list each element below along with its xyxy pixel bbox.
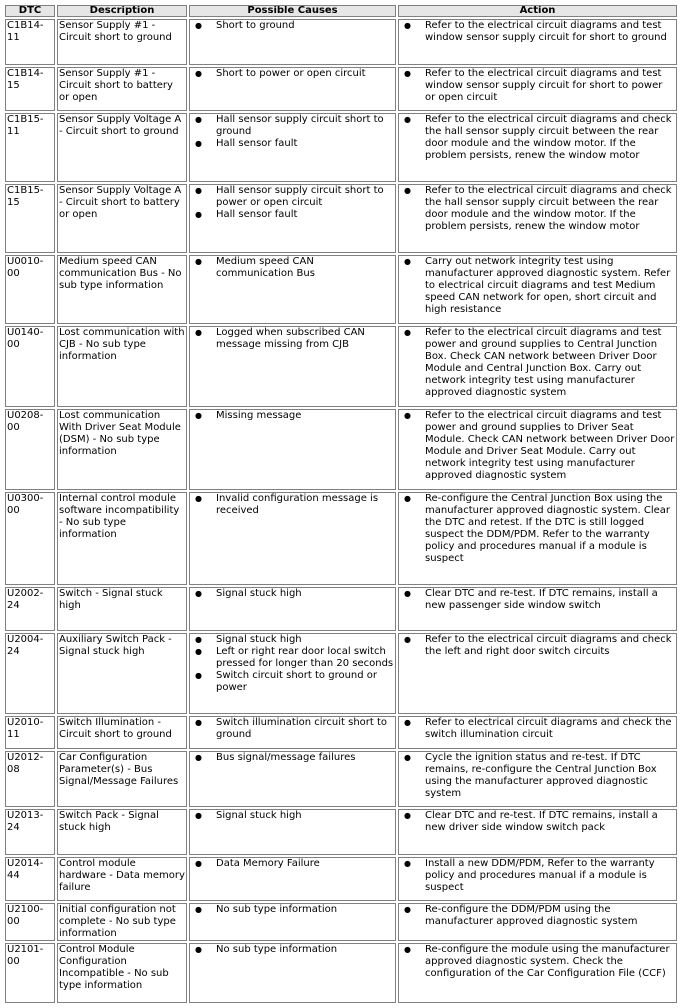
causes-list — [191, 944, 394, 956]
action-item: ● Refer to the electrical circuit diagrams and test window sensor supply circuit for short to ground — [425, 20, 675, 44]
causes-list — [191, 20, 394, 32]
dtc-description: Control Module Configuration Incompatible - No sub type information — [57, 943, 187, 1003]
causes-list — [191, 493, 394, 517]
action-list — [400, 944, 675, 980]
action-item: ● Refer to the electrical circuit diagrams and test power and ground supplies to Driver Seat Module. Check CAN network between Driver Door Module and Driver Seat Module. Carry out network integrity test using manufacturer approved diagnostic system — [425, 410, 675, 482]
possible-causes — [189, 751, 396, 807]
possible-causes — [189, 943, 396, 1003]
action-item: ● Refer to the electrical circuit diagrams and test window sensor supply circuit for short to power or open circuit — [425, 68, 675, 104]
dtc-code: U0300-00 — [5, 492, 55, 585]
cause-item: ● Hall sensor supply circuit short to power or open circuit — [216, 185, 394, 209]
causes-list — [191, 185, 394, 221]
dtc-description: Lost communication With Driver Seat Module (DSM) - No sub type information — [57, 409, 187, 490]
action-list — [400, 68, 675, 104]
causes-list — [191, 114, 394, 150]
causes-list — [191, 588, 394, 600]
dtc-code: C1B15-15 — [5, 184, 55, 253]
action-item: ● Clear DTC and re-test. If DTC remains, install a new driver side window switch pack — [425, 810, 675, 834]
cause-item: ● Signal stuck high — [216, 634, 394, 646]
action-list — [400, 114, 675, 162]
action-list — [400, 752, 675, 800]
action — [398, 943, 677, 1003]
table-row — [5, 326, 677, 407]
action-list — [400, 717, 675, 741]
possible-causes — [189, 19, 396, 65]
dtc-code: C1B14-15 — [5, 67, 55, 111]
dtc-table — [3, 3, 679, 1005]
cause-item: ● Switch illumination circuit short to ground — [216, 717, 394, 741]
header-possible-causes: Possible Causes — [189, 5, 396, 17]
dtc-description: Sensor Supply #1 - Circuit short to battery or open — [57, 67, 187, 111]
action — [398, 67, 677, 111]
possible-causes — [189, 716, 396, 749]
action — [398, 409, 677, 490]
causes-list — [191, 327, 394, 351]
possible-causes — [189, 633, 396, 714]
action-item: ● Clear DTC and re-test. If DTC remains, install a new passenger side window switch — [425, 588, 675, 612]
causes-list — [191, 858, 394, 870]
action-item: ● Refer to the electrical circuit diagrams and test power and ground supplies to Central Junction Box. Check CAN network between Driver Door Module and Central Junction Box. Carry out network integrity test using manufacturer approved diagnostic system — [425, 327, 675, 399]
cause-item: ● Short to power or open circuit — [216, 68, 394, 80]
dtc-code: C1B15-11 — [5, 113, 55, 182]
possible-causes — [189, 903, 396, 941]
action — [398, 903, 677, 941]
dtc-code: U2100-00 — [5, 903, 55, 941]
dtc-code: U2013-24 — [5, 809, 55, 855]
action-list — [400, 185, 675, 233]
causes-list — [191, 410, 394, 422]
dtc-code: C1B14-11 — [5, 19, 55, 65]
causes-list — [191, 68, 394, 80]
action-item: ● Install a new DDM/PDM, Refer to the warranty policy and procedures manual if a module is suspect — [425, 858, 675, 894]
dtc-code: U2004-24 — [5, 633, 55, 714]
action-list — [400, 904, 675, 928]
cause-item: ● Data Memory Failure — [216, 858, 394, 870]
header-dtc: DTC — [5, 5, 55, 17]
table-row — [5, 716, 677, 749]
action-list — [400, 634, 675, 658]
action-item: ● Refer to the electrical circuit diagrams and check the hall sensor supply circuit between the rear door module and the window motor. If the problem persists, renew the window motor — [425, 185, 675, 233]
cause-item: ● Medium speed CAN communication Bus — [216, 256, 394, 280]
dtc-description: Sensor Supply Voltage A - Circuit short to ground — [57, 113, 187, 182]
action — [398, 587, 677, 631]
table-row — [5, 633, 677, 714]
table-row — [5, 809, 677, 855]
action-item: ● Re-configure the module using the manufacturer approved diagnostic system. Check the configuration of the Car Configuration File (CCF) — [425, 944, 675, 980]
dtc-description: Control module hardware - Data memory failure — [57, 857, 187, 901]
dtc-code: U0010-00 — [5, 255, 55, 324]
header-description: Description — [57, 5, 187, 17]
possible-causes — [189, 809, 396, 855]
dtc-description: Sensor Supply #1 - Circuit short to ground — [57, 19, 187, 65]
cause-item: ● Signal stuck high — [216, 588, 394, 600]
action — [398, 326, 677, 407]
cause-item: ● Hall sensor fault — [216, 138, 394, 150]
causes-list — [191, 810, 394, 822]
dtc-description: Switch Illumination - Circuit short to ground — [57, 716, 187, 749]
action-list — [400, 256, 675, 316]
causes-list — [191, 904, 394, 916]
dtc-description: Lost communication with CJB - No sub type information — [57, 326, 187, 407]
table-row — [5, 409, 677, 490]
cause-item: ● Signal stuck high — [216, 810, 394, 822]
cause-item: ● No sub type information — [216, 904, 394, 916]
possible-causes — [189, 409, 396, 490]
table-row — [5, 751, 677, 807]
action — [398, 857, 677, 901]
table-body — [5, 19, 677, 1003]
action-item: ● Cycle the ignition status and re-test. If DTC remains, re-configure the Central Junction Box using the manufacturer approved diagnostic system — [425, 752, 675, 800]
dtc-description: Sensor Supply Voltage A - Circuit short to battery or open — [57, 184, 187, 253]
action-list — [400, 588, 675, 612]
action-list — [400, 493, 675, 565]
header-row — [5, 5, 677, 17]
table-row — [5, 19, 677, 65]
dtc-description: Auxiliary Switch Pack - Signal stuck high — [57, 633, 187, 714]
table-row — [5, 184, 677, 253]
causes-list — [191, 256, 394, 280]
dtc-code: U2101-00 — [5, 943, 55, 1003]
dtc-code: U2014-44 — [5, 857, 55, 901]
cause-item: ● Invalid configuration message is received — [216, 493, 394, 517]
dtc-code: U2012-08 — [5, 751, 55, 807]
possible-causes — [189, 255, 396, 324]
action — [398, 19, 677, 65]
cause-item: ● Short to ground — [216, 20, 394, 32]
cause-item: ● Switch circuit short to ground or power — [216, 670, 394, 694]
action — [398, 255, 677, 324]
dtc-description: Car Configuration Parameter(s) - Bus Signal/Message Failures — [57, 751, 187, 807]
dtc-code: U2010-11 — [5, 716, 55, 749]
action-item: ● Carry out network integrity test using manufacturer approved diagnostic system. Refer to electrical circuit diagrams and test Medium speed CAN network for open, short circuit and high resistance — [425, 256, 675, 316]
table-row — [5, 857, 677, 901]
action — [398, 751, 677, 807]
action-list — [400, 410, 675, 482]
table-row — [5, 587, 677, 631]
action — [398, 113, 677, 182]
action-item: ● Re-configure the Central Junction Box using the manufacturer approved diagnostic system. Clear the DTC and retest. If the DTC is still logged suspect the DDM/PDM. Refer to the warranty policy and procedures manual if a module is suspect — [425, 493, 675, 565]
action-item: ● Re-configure the DDM/PDM using the manufacturer approved diagnostic system — [425, 904, 675, 928]
cause-item: ● Bus signal/message failures — [216, 752, 394, 764]
causes-list — [191, 752, 394, 764]
action-list — [400, 327, 675, 399]
action-list — [400, 810, 675, 834]
cause-item: ● Logged when subscribed CAN message missing from CJB — [216, 327, 394, 351]
action — [398, 809, 677, 855]
action-item: ● Refer to the electrical circuit diagrams and check the hall sensor supply circuit between the rear door module and the window motor. If the problem persists, renew the window motor — [425, 114, 675, 162]
table-row — [5, 255, 677, 324]
dtc-code: U0140-00 — [5, 326, 55, 407]
possible-causes — [189, 492, 396, 585]
action-list — [400, 858, 675, 894]
dtc-description: Internal control module software incompatibility - No sub type information — [57, 492, 187, 585]
possible-causes — [189, 857, 396, 901]
possible-causes — [189, 326, 396, 407]
dtc-description: Switch - Signal stuck high — [57, 587, 187, 631]
action-item: ● Refer to electrical circuit diagrams and check the switch illumination circuit — [425, 717, 675, 741]
cause-item: ● Missing message — [216, 410, 394, 422]
cause-item: ● No sub type information — [216, 944, 394, 956]
dtc-description: Initial configuration not complete - No sub type information — [57, 903, 187, 941]
possible-causes — [189, 184, 396, 253]
action-item: ● Refer to the electrical circuit diagrams and check the left and right door switch circuits — [425, 634, 675, 658]
dtc-description: Switch Pack - Signal stuck high — [57, 809, 187, 855]
action — [398, 492, 677, 585]
action — [398, 716, 677, 749]
action — [398, 633, 677, 714]
table-row — [5, 113, 677, 182]
possible-causes — [189, 67, 396, 111]
dtc-code: U0208-00 — [5, 409, 55, 490]
causes-list — [191, 717, 394, 741]
possible-causes — [189, 587, 396, 631]
dtc-description: Medium speed CAN communication Bus - No sub type information — [57, 255, 187, 324]
action — [398, 184, 677, 253]
possible-causes — [189, 113, 396, 182]
table-row — [5, 492, 677, 585]
cause-item: ● Hall sensor supply circuit short to ground — [216, 114, 394, 138]
header-action: Action — [398, 5, 677, 17]
dtc-code: U2002-24 — [5, 587, 55, 631]
causes-list — [191, 634, 394, 694]
table-row — [5, 67, 677, 111]
action-list — [400, 20, 675, 44]
table-row — [5, 903, 677, 941]
cause-item: ● Left or right rear door local switch pressed for longer than 20 seconds — [216, 646, 394, 670]
table-row — [5, 943, 677, 1003]
cause-item: ● Hall sensor fault — [216, 209, 394, 221]
